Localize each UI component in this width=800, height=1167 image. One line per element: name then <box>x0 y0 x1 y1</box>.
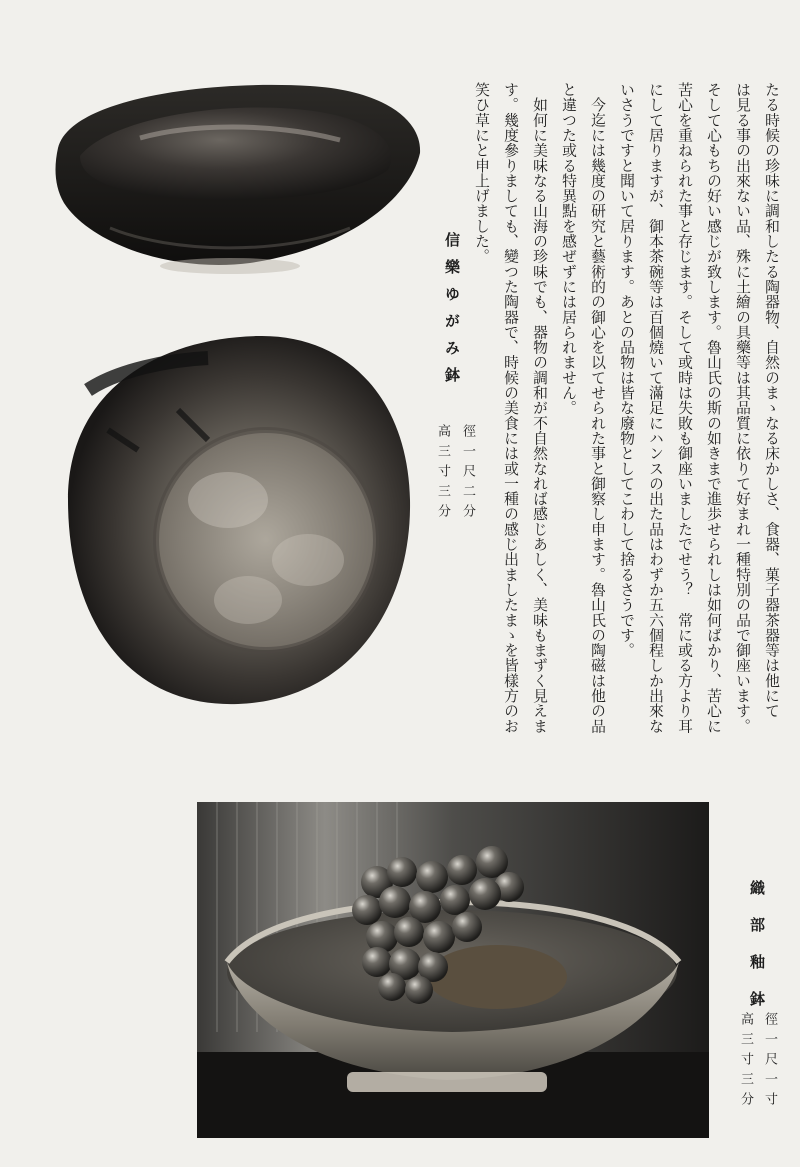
body-text-column: と違つた或る特異點を感ぜずには居られません。 <box>560 82 577 416</box>
body-text-column: す。幾度參りましても、變つた陶器で、時候の美食には或一種の感じ出ましたまゝを皆樣方のお <box>502 82 519 734</box>
body-text-column: は見る事の出來ない品、殊に土繪の具藥等は其品質に依りて好まれ一種特別の品で御座います。 <box>734 82 751 734</box>
body-text-column: 笑ひ草にと申上げました。 <box>473 82 490 264</box>
caption-oribe-title: 織部釉鉢 <box>748 880 766 1028</box>
body-text-column: たる時候の珍味に調和したる陶器物、自然のまゝなる床かしさ、食器、菓子器茶器等は他にて <box>763 82 780 719</box>
body-text-column: にして居りますが、御本茶碗等は百個燒いて滿足にハンスの出た品はわずか五六個程しか出來な <box>647 82 664 734</box>
caption-oribe-height: 高三寸三分 <box>738 1012 753 1112</box>
shigaraki-bowl-side-photo <box>50 78 425 278</box>
body-text-column: そして心もちの好い感じが致します。魯山氏の斯の如きまで進歩せられしは如何ばかり、苦心に <box>705 82 722 734</box>
shigaraki-bowl-top-photo <box>48 330 418 710</box>
caption-shigaraki-title: 信樂ゆがみ鉢 <box>443 232 461 394</box>
caption-shigaraki-height: 高三寸三分 <box>435 424 450 524</box>
body-text-column: 苦心を重ねられた事と存じます。そして或時は失敗も御座いましたでせう？ 常に或る方より耳 <box>676 82 693 734</box>
body-text <box>465 82 780 734</box>
caption-oribe-diameter: 徑一尺一寸 <box>762 1012 777 1112</box>
body-text-column: いさうですと聞いて居ります。あとの品物は皆な廢物としてこわして捨るさうです。 <box>618 82 635 658</box>
body-text-column: 今迄には幾度の研究と藝術的の御心を以てせられた事と御察し申ます。魯山氏の陶磁は他の品 <box>589 82 606 734</box>
oribe-bowl-photo <box>197 802 709 1138</box>
caption-shigaraki-diameter: 徑一尺二分 <box>460 424 475 524</box>
body-text-column: 如何に美味なる山海の珍味でも、器物の調和が不自然なれば感じあしく、美味もまずく見えま <box>531 82 548 734</box>
